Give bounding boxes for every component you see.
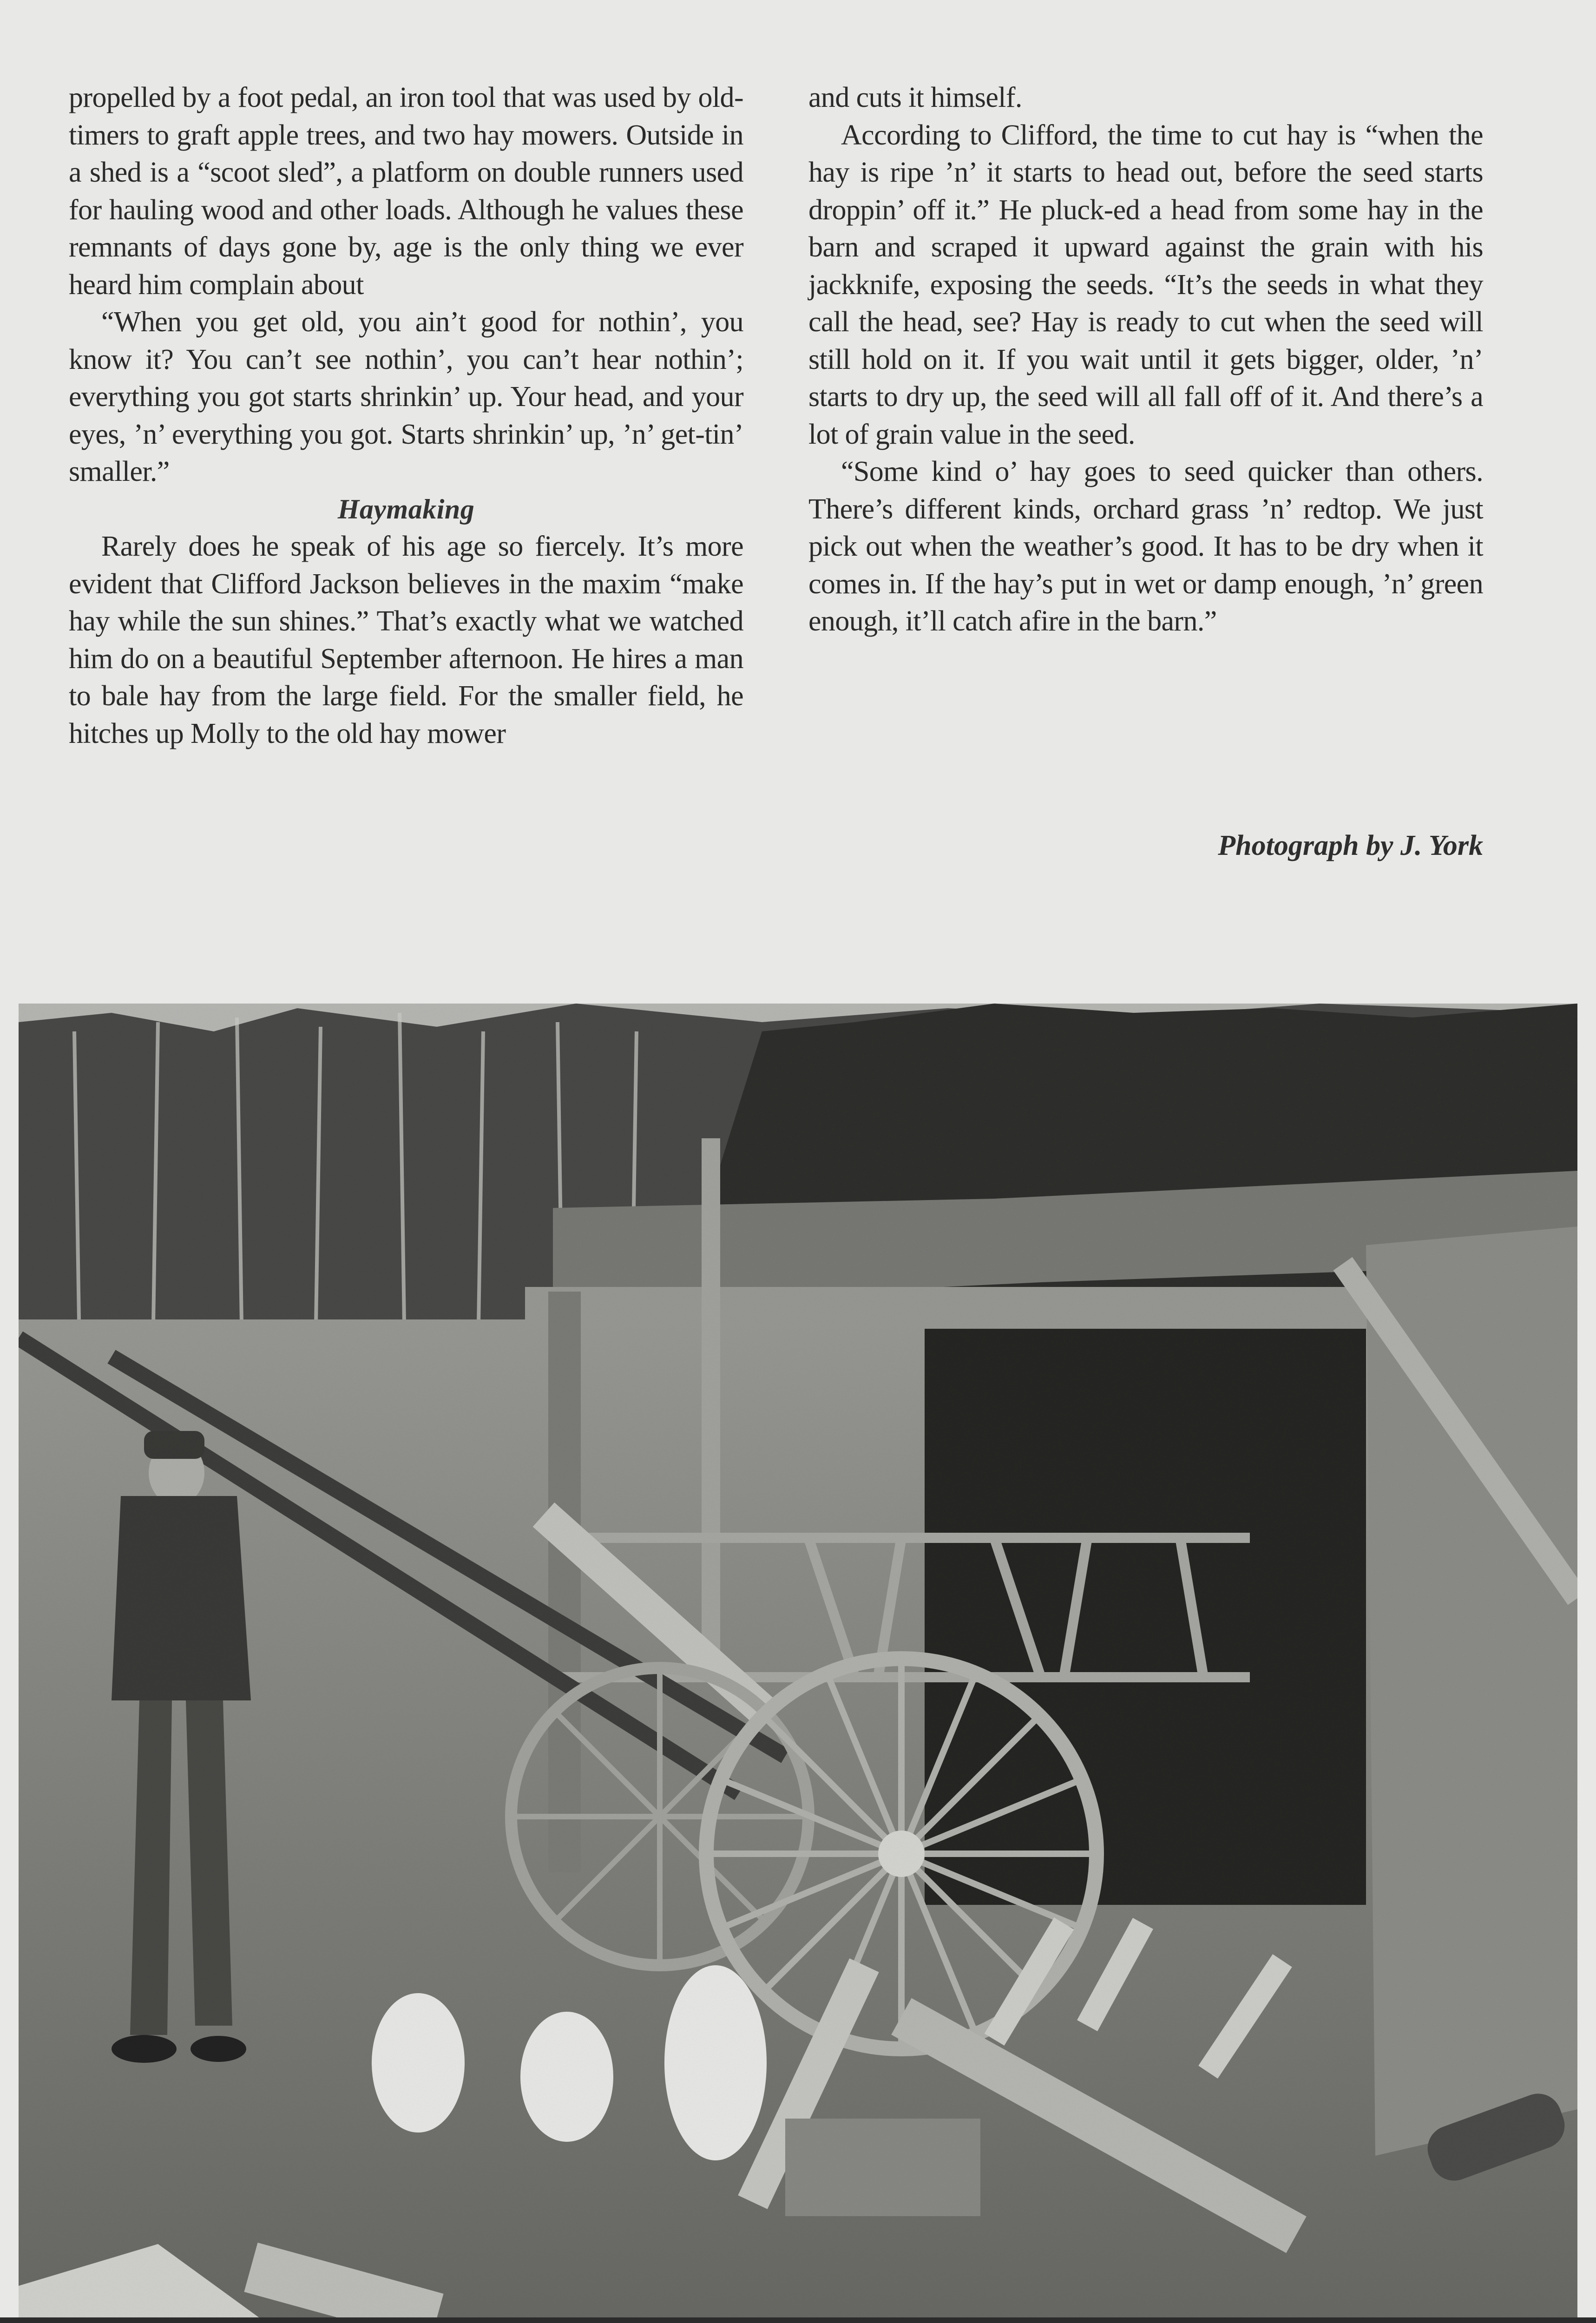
wagon-wheel-front [706,1659,1097,2049]
section-heading: Haymaking [337,493,475,525]
paragraph: propelled by a foot pedal, an iron tool that was used by old-timers to graft apple trees, and two hay mowers. Outside in a shed is a “scoot sled”, a platform on double runners used for hauling wood and other loads. Although he values these remnants of days gone by, age is the only thing we ever heard him complain about [69,82,743,301]
paragraph: and cuts it himself. [808,82,1022,113]
article-right-column [808,79,1483,640]
paragraph-quote: “When you get old, you ain’t good for nothin’, you know it? You can’t see nothin’, you can’t hear nothin’; everything you got starts shrinkin’ up. Your head, and your eyes, ’n’ everything you got. Starts shrinkin’ up, ’n’ get-tin’ smaller.” [69,306,743,487]
page-edge [0,2317,1596,2323]
paragraph: Rarely does he speak of his age so fiercely. It’s more evident that Clifford Jackson believes in the maxim “make hay while the sun shines.” That’s exactly what we watched him do on a beautiful September afternoon. He hires a man to bale hay from the large field. For the smaller field, he hitches up Molly to the old hay mower [69,531,743,749]
post [702,1138,720,1673]
paragraph: According to Clifford, the time to cut hay is “when the hay is ripe ’n’ it starts to head out, before the seed starts droppin’ off it.” He pluck-ed a head from some hay in the barn and scraped it upward against the grain with his jackknife, exposing the seeds. “It’s the seeds in what they call the head, see? Hay is ready to cut when the seed will still hold on it. If you wait until it gets bigger, older, ’n’ starts to dry up, the seed will all fall off of it. And there’s a lot of grain value in the seed. [808,119,1483,450]
shed-beam [525,1287,1408,1329]
photo-credit: Photograph by J. York [1218,830,1483,861]
photograph [19,1004,1577,2318]
photo-scene [19,1004,1577,2318]
article-left-column [69,79,743,752]
shed-wall [1366,1227,1577,2156]
post [548,1292,581,1872]
paragraph-quote: “Some kind o’ hay goes to seed quicker than others. There’s different kinds, orchard grass ’n’ redtop. We just pick out when the weather’s good. It has to be dry when it comes in. If the hay’s put in wet or damp enough, ’n’ green enough, it’ll catch afire in the barn.” [808,456,1483,637]
